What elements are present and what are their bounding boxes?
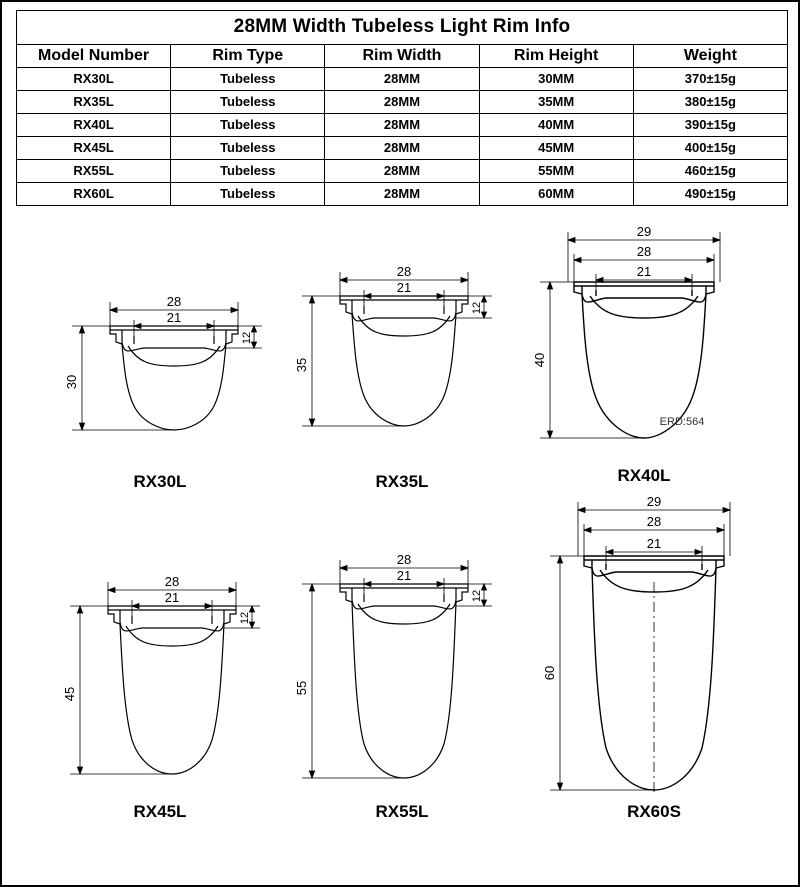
cell-weight: 390±15g [633, 114, 787, 137]
cell-rim-type: Tubeless [171, 183, 325, 206]
rx60s-height-text: 60 [542, 665, 557, 681]
column-header-rim-height: Rim Height [479, 45, 633, 68]
cell-rim-width: 28MM [325, 137, 479, 160]
cell-rim-height: 45MM [479, 137, 633, 160]
rx45l-height-text: 45 [62, 686, 77, 702]
rim-info-table-container [16, 10, 788, 206]
table-title-row [17, 11, 788, 45]
cell-rim-type: Tubeless [171, 91, 325, 114]
rx45l-outer-width-text: 28 [164, 574, 180, 589]
cell-model-number: RX40L [17, 114, 171, 137]
cell-weight: 490±15g [633, 183, 787, 206]
diagram-rx60s [542, 490, 782, 822]
cell-model-number: RX60L [17, 183, 171, 206]
cell-weight: 370±15g [633, 68, 787, 91]
rim-profile-diagrams [2, 220, 800, 880]
rx45l-bead-depth-text: 12 [239, 611, 251, 625]
rx40l-erd-text: ERD:564 [659, 416, 705, 428]
rx40l-drawing [532, 220, 782, 470]
column-header-weight: Weight [633, 45, 787, 68]
rx55l-outer-width-text: 28 [396, 552, 412, 567]
rx55l-inner-width-text: 21 [396, 568, 412, 583]
cell-rim-width: 28MM [325, 114, 479, 137]
diagram-rx30l [50, 280, 270, 492]
rim-info-table [16, 10, 788, 206]
rx40l-label: RX40L [617, 466, 671, 485]
table-header-row [17, 45, 788, 68]
cell-rim-height: 35MM [479, 91, 633, 114]
table-row [17, 160, 788, 183]
cell-rim-width: 28MM [325, 160, 479, 183]
diagram-rx35l [292, 250, 512, 492]
rx55l-drawing [292, 538, 512, 800]
rx35l-drawing [292, 250, 512, 470]
diagram-rx45l [50, 560, 270, 822]
column-header-rim-width: Rim Width [325, 45, 479, 68]
rx35l-inner-width-text: 21 [396, 280, 412, 295]
rx35l-label: RX35L [375, 472, 429, 491]
table-row [17, 91, 788, 114]
rx40l-outer-width-text: 29 [636, 224, 652, 239]
rx30l-drawing [50, 280, 270, 470]
cell-rim-type: Tubeless [171, 137, 325, 160]
cell-weight: 460±15g [633, 160, 787, 183]
table-row [17, 183, 788, 206]
rx55l-label: RX55L [375, 802, 429, 821]
cell-rim-type: Tubeless [171, 160, 325, 183]
cell-rim-width: 28MM [325, 91, 479, 114]
cell-rim-height: 30MM [479, 68, 633, 91]
table-row [17, 114, 788, 137]
cell-rim-type: Tubeless [171, 68, 325, 91]
rx30l-inner-width-text: 21 [166, 310, 182, 325]
cell-rim-height: 40MM [479, 114, 633, 137]
rx45l-inner-width-text: 21 [164, 590, 180, 605]
cell-model-number: RX35L [17, 91, 171, 114]
cell-rim-width: 28MM [325, 68, 479, 91]
cell-rim-width: 28MM [325, 183, 479, 206]
diagram-rx55l [292, 538, 512, 822]
cell-rim-height: 55MM [479, 160, 633, 183]
table-title: 28MM Width Tubeless Light Rim Info [17, 11, 788, 45]
cell-rim-type: Tubeless [171, 114, 325, 137]
rx45l-label: RX45L [133, 802, 187, 821]
rx30l-height-text: 30 [64, 374, 79, 390]
rx35l-height-text: 35 [294, 357, 309, 373]
rx60s-outer-width-text: 29 [646, 494, 662, 509]
rx60s-label: RX60S [627, 802, 681, 821]
rx60s-mid-width-text: 28 [646, 514, 662, 529]
table-row [17, 68, 788, 91]
rx40l-mid-width-text: 28 [636, 244, 652, 259]
rx40l-height-text: 40 [532, 352, 547, 368]
cell-model-number: RX30L [17, 68, 171, 91]
rx35l-bead-depth-text: 12 [471, 301, 483, 315]
diagram-rx40l [532, 220, 782, 486]
cell-model-number: RX55L [17, 160, 171, 183]
cell-weight: 380±15g [633, 91, 787, 114]
rx60s-drawing [542, 490, 782, 800]
rx30l-outer-width-text: 28 [166, 294, 182, 309]
cell-weight: 400±15g [633, 137, 787, 160]
cell-model-number: RX45L [17, 137, 171, 160]
column-header-model-number: Model Number [17, 45, 171, 68]
cell-rim-height: 60MM [479, 183, 633, 206]
rx30l-label: RX30L [133, 472, 187, 491]
rx40l-inner-width-text: 21 [636, 264, 652, 279]
rx45l-drawing [50, 560, 270, 800]
rx60s-inner-width-text: 21 [646, 536, 662, 551]
table-row [17, 137, 788, 160]
rx30l-bead-depth-text: 12 [241, 331, 253, 345]
column-header-rim-type: Rim Type [171, 45, 325, 68]
rx55l-bead-depth-text: 12 [471, 589, 483, 603]
rx55l-height-text: 55 [294, 680, 309, 696]
rx35l-outer-width-text: 28 [396, 264, 412, 279]
